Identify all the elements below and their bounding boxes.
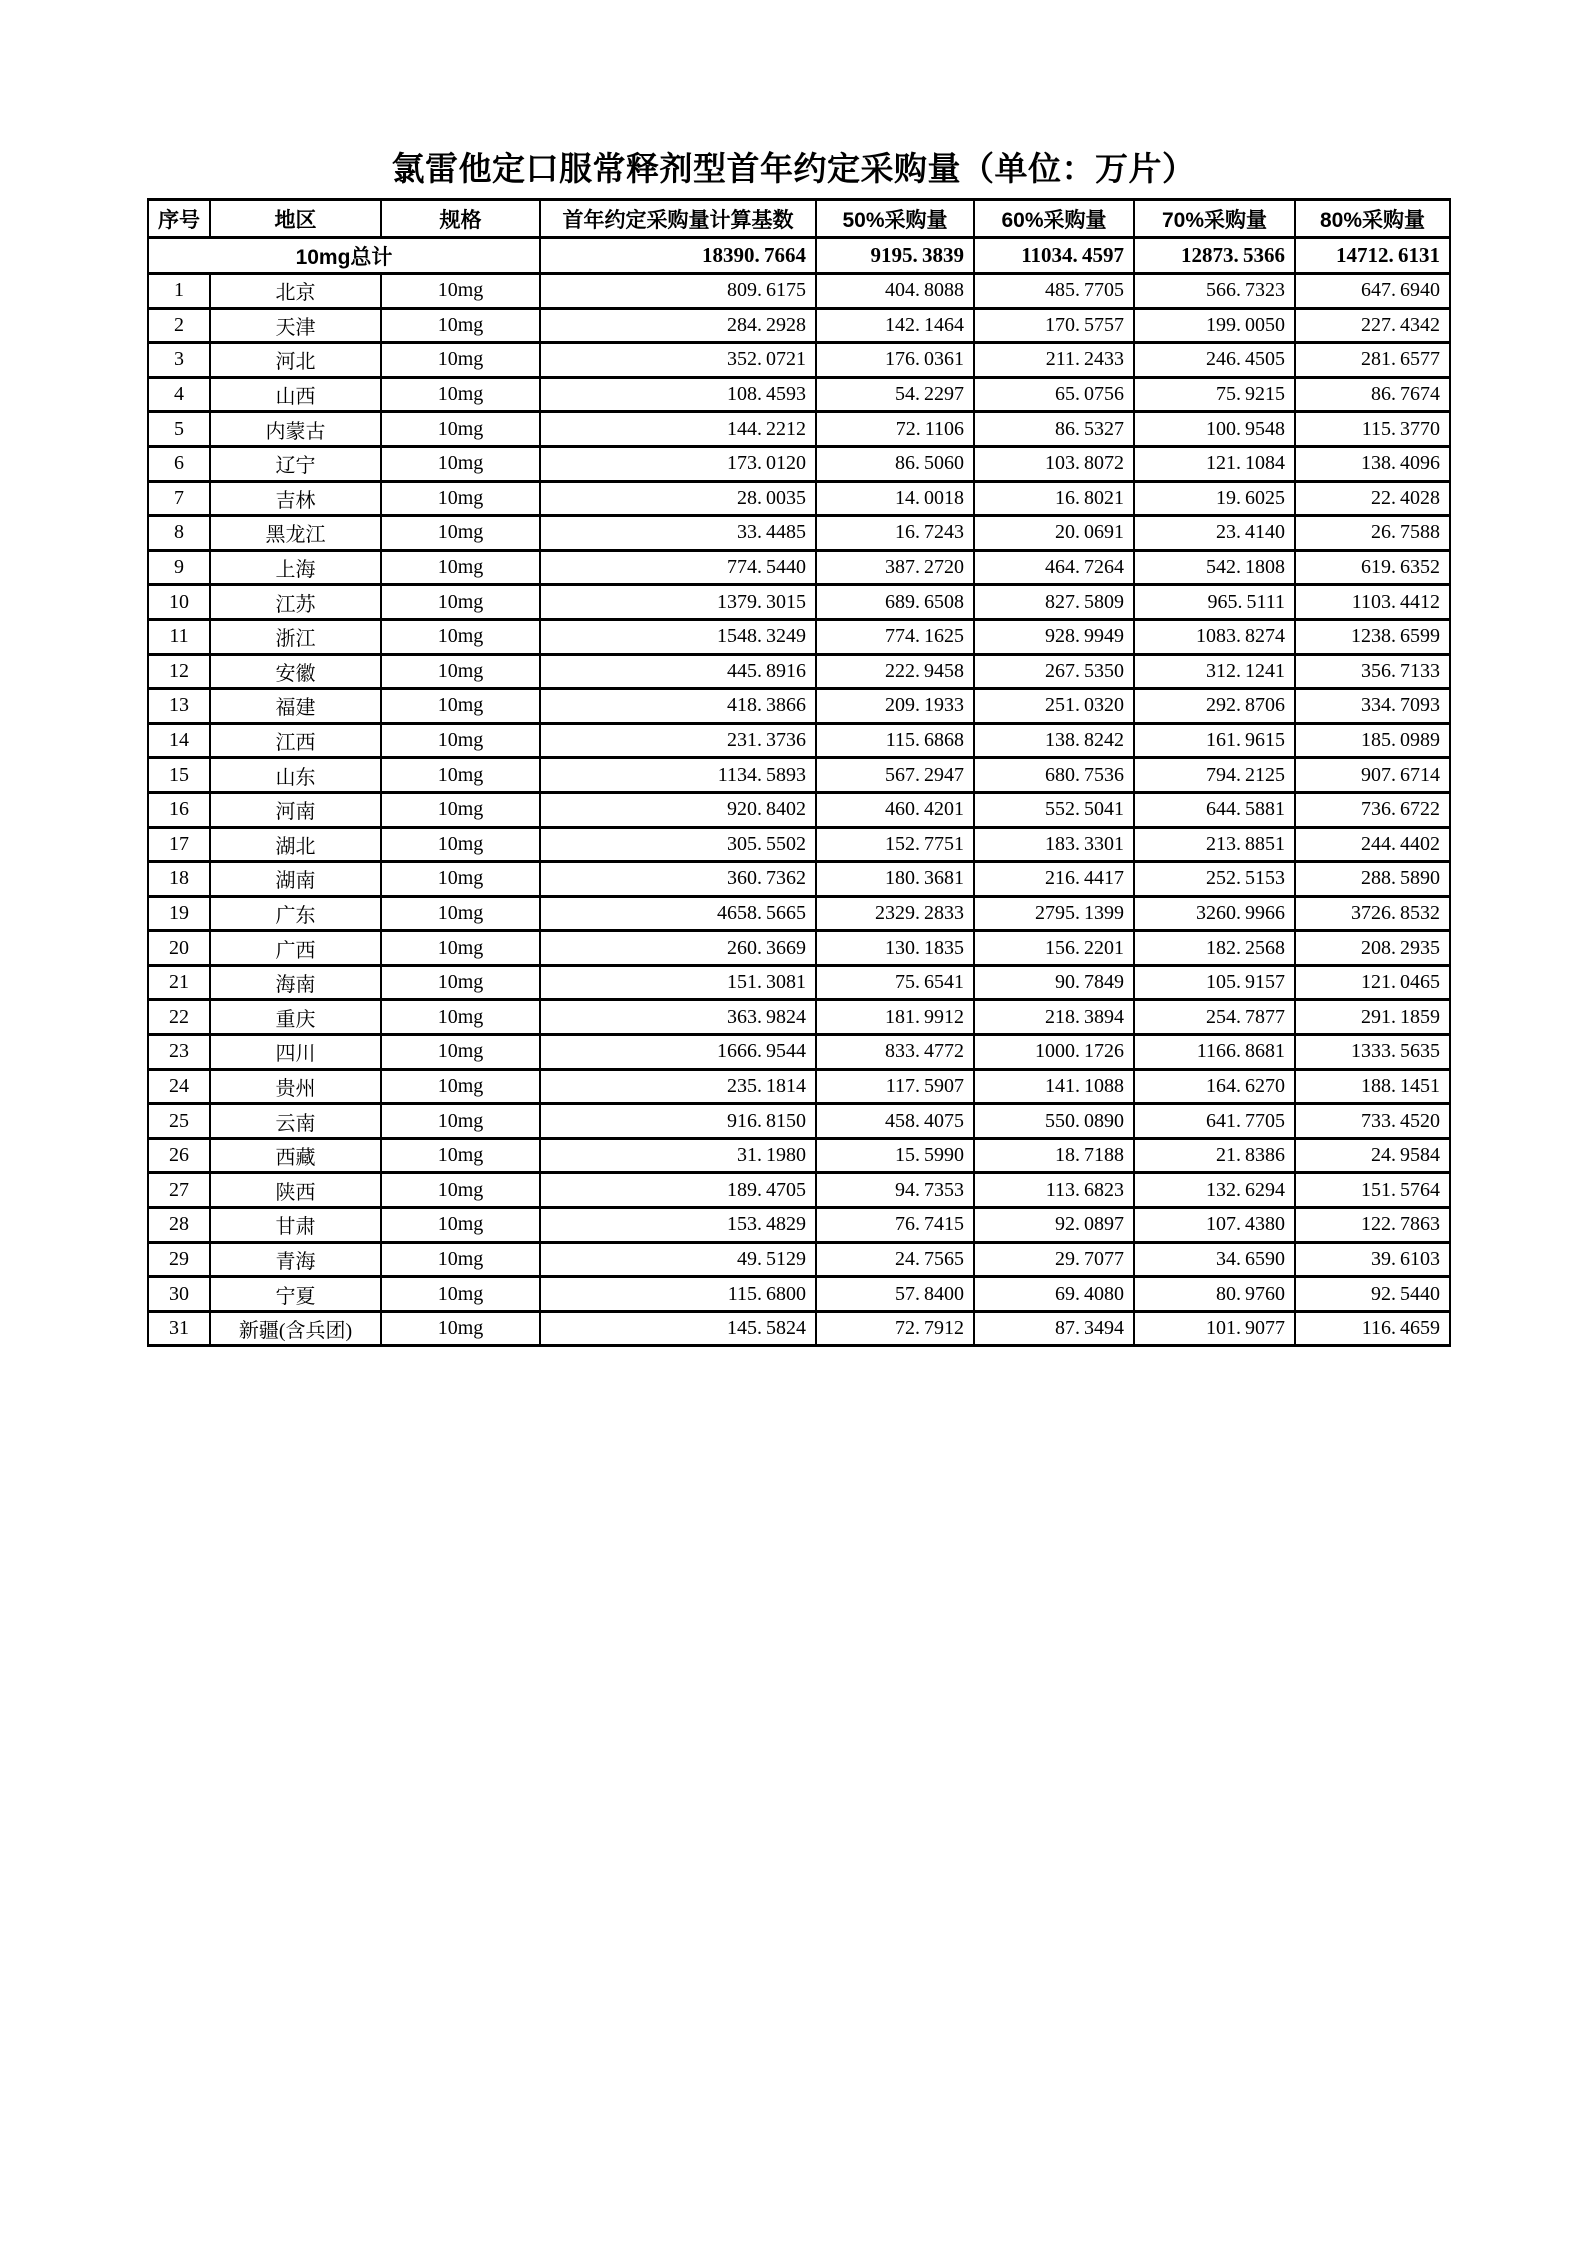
region-cell: 吉林 — [210, 481, 381, 516]
spec-cell: 10mg — [381, 1104, 540, 1139]
spec-cell: 10mg — [381, 343, 540, 378]
base-cell: 1548. 3249 — [540, 619, 816, 654]
p80-cell: 116. 4659 — [1295, 1311, 1450, 1346]
table-row — [148, 481, 1450, 516]
p80-cell: 185. 0989 — [1295, 723, 1450, 758]
base-cell: 153. 4829 — [540, 1208, 816, 1243]
p70-cell: 23. 4140 — [1134, 516, 1295, 551]
p70-cell: 101. 9077 — [1134, 1311, 1295, 1346]
table-row — [148, 827, 1450, 862]
table-row — [148, 896, 1450, 931]
p70-cell: 161. 9615 — [1134, 723, 1295, 758]
region-cell: 辽宁 — [210, 446, 381, 481]
table-row — [148, 689, 1450, 724]
seq-cell: 15 — [148, 758, 210, 793]
region-cell: 甘肃 — [210, 1208, 381, 1243]
table-row — [148, 792, 1450, 827]
p70-cell: 246. 4505 — [1134, 343, 1295, 378]
spec-cell: 10mg — [381, 1069, 540, 1104]
p80-cell: 288. 5890 — [1295, 862, 1450, 897]
region-cell: 湖北 — [210, 827, 381, 862]
p70-cell: 794. 2125 — [1134, 758, 1295, 793]
seq-cell: 24 — [148, 1069, 210, 1104]
spec-cell: 10mg — [381, 1173, 540, 1208]
p50-cell: 24. 7565 — [816, 1242, 974, 1277]
col-header-50pct: 50%采购量 — [816, 200, 974, 238]
p60-cell: 69. 4080 — [974, 1277, 1134, 1312]
base-cell: 145. 5824 — [540, 1311, 816, 1346]
total-base-cell: 18390. 7664 — [540, 238, 816, 274]
base-cell: 1379. 3015 — [540, 585, 816, 620]
table-row — [148, 619, 1450, 654]
base-cell: 774. 5440 — [540, 550, 816, 585]
seq-cell: 26 — [148, 1138, 210, 1173]
base-cell: 418. 3866 — [540, 689, 816, 724]
base-cell: 144. 2212 — [540, 412, 816, 447]
p60-cell: 550. 0890 — [974, 1104, 1134, 1139]
p80-cell: 115. 3770 — [1295, 412, 1450, 447]
base-cell: 108. 4593 — [540, 377, 816, 412]
spec-cell: 10mg — [381, 1208, 540, 1243]
region-cell: 山东 — [210, 758, 381, 793]
p50-cell: 72. 7912 — [816, 1311, 974, 1346]
p60-cell: 485. 7705 — [974, 274, 1134, 309]
region-cell: 青海 — [210, 1242, 381, 1277]
seq-cell: 5 — [148, 412, 210, 447]
p80-cell: 736. 6722 — [1295, 792, 1450, 827]
p50-cell: 57. 8400 — [816, 1277, 974, 1312]
p70-cell: 292. 8706 — [1134, 689, 1295, 724]
seq-cell: 20 — [148, 931, 210, 966]
col-header-60pct: 60%采购量 — [974, 200, 1134, 238]
p50-cell: 15. 5990 — [816, 1138, 974, 1173]
p50-cell: 2329. 2833 — [816, 896, 974, 931]
spec-cell: 10mg — [381, 516, 540, 551]
spec-cell: 10mg — [381, 689, 540, 724]
p80-cell: 208. 2935 — [1295, 931, 1450, 966]
seq-cell: 17 — [148, 827, 210, 862]
spec-cell: 10mg — [381, 723, 540, 758]
total-p60-cell: 11034. 4597 — [974, 238, 1134, 274]
seq-cell: 30 — [148, 1277, 210, 1312]
p50-cell: 404. 8088 — [816, 274, 974, 309]
p80-cell: 733. 4520 — [1295, 1104, 1450, 1139]
p50-cell: 76. 7415 — [816, 1208, 974, 1243]
p50-cell: 180. 3681 — [816, 862, 974, 897]
p80-cell: 619. 6352 — [1295, 550, 1450, 585]
p60-cell: 141. 1088 — [974, 1069, 1134, 1104]
spec-cell: 10mg — [381, 481, 540, 516]
table-row — [148, 308, 1450, 343]
p50-cell: 152. 7751 — [816, 827, 974, 862]
table-row — [148, 1173, 1450, 1208]
p80-cell: 647. 6940 — [1295, 274, 1450, 309]
spec-cell: 10mg — [381, 446, 540, 481]
region-cell: 内蒙古 — [210, 412, 381, 447]
seq-cell: 27 — [148, 1173, 210, 1208]
p50-cell: 774. 1625 — [816, 619, 974, 654]
base-cell: 33. 4485 — [540, 516, 816, 551]
seq-cell: 16 — [148, 792, 210, 827]
p50-cell: 54. 2297 — [816, 377, 974, 412]
region-cell: 陕西 — [210, 1173, 381, 1208]
spec-cell: 10mg — [381, 896, 540, 931]
base-cell: 809. 6175 — [540, 274, 816, 309]
p60-cell: 216. 4417 — [974, 862, 1134, 897]
procurement-table — [147, 198, 1451, 1347]
table-row — [148, 1000, 1450, 1035]
p70-cell: 199. 0050 — [1134, 308, 1295, 343]
table-row — [148, 965, 1450, 1000]
seq-cell: 23 — [148, 1035, 210, 1070]
table-row — [148, 343, 1450, 378]
region-cell: 浙江 — [210, 619, 381, 654]
p50-cell: 833. 4772 — [816, 1035, 974, 1070]
p80-cell: 39. 6103 — [1295, 1242, 1450, 1277]
p70-cell: 1166. 8681 — [1134, 1035, 1295, 1070]
p70-cell: 34. 6590 — [1134, 1242, 1295, 1277]
col-header-seq: 序号 — [148, 200, 210, 238]
table-row — [148, 723, 1450, 758]
col-header-region: 地区 — [210, 200, 381, 238]
table-row — [148, 516, 1450, 551]
region-cell: 贵州 — [210, 1069, 381, 1104]
p50-cell: 567. 2947 — [816, 758, 974, 793]
spec-cell: 10mg — [381, 1000, 540, 1035]
table-row — [148, 1138, 1450, 1173]
region-cell: 黑龙江 — [210, 516, 381, 551]
table-row — [148, 585, 1450, 620]
p60-cell: 183. 3301 — [974, 827, 1134, 862]
seq-cell: 31 — [148, 1311, 210, 1346]
p70-cell: 644. 5881 — [1134, 792, 1295, 827]
p80-cell: 356. 7133 — [1295, 654, 1450, 689]
p80-cell: 227. 4342 — [1295, 308, 1450, 343]
p50-cell: 142. 1464 — [816, 308, 974, 343]
spec-cell: 10mg — [381, 619, 540, 654]
spec-cell: 10mg — [381, 1311, 540, 1346]
spec-cell: 10mg — [381, 377, 540, 412]
p60-cell: 827. 5809 — [974, 585, 1134, 620]
p70-cell: 213. 8851 — [1134, 827, 1295, 862]
seq-cell: 14 — [148, 723, 210, 758]
region-cell: 四川 — [210, 1035, 381, 1070]
p70-cell: 164. 6270 — [1134, 1069, 1295, 1104]
col-header-spec: 规格 — [381, 200, 540, 238]
p70-cell: 3260. 9966 — [1134, 896, 1295, 931]
seq-cell: 3 — [148, 343, 210, 378]
table-row — [148, 862, 1450, 897]
p70-cell: 19. 6025 — [1134, 481, 1295, 516]
p80-cell: 122. 7863 — [1295, 1208, 1450, 1243]
region-cell: 湖南 — [210, 862, 381, 897]
p70-cell: 542. 1808 — [1134, 550, 1295, 585]
p60-cell: 2795. 1399 — [974, 896, 1134, 931]
base-cell: 115. 6800 — [540, 1277, 816, 1312]
p60-cell: 138. 8242 — [974, 723, 1134, 758]
table-row — [148, 654, 1450, 689]
p50-cell: 176. 0361 — [816, 343, 974, 378]
region-cell: 云南 — [210, 1104, 381, 1139]
p60-cell: 18. 7188 — [974, 1138, 1134, 1173]
p70-cell: 100. 9548 — [1134, 412, 1295, 447]
spec-cell: 10mg — [381, 274, 540, 309]
spec-cell: 10mg — [381, 550, 540, 585]
p80-cell: 1103. 4412 — [1295, 585, 1450, 620]
spec-cell: 10mg — [381, 1242, 540, 1277]
p50-cell: 16. 7243 — [816, 516, 974, 551]
base-cell: 31. 1980 — [540, 1138, 816, 1173]
spec-cell: 10mg — [381, 931, 540, 966]
seq-cell: 29 — [148, 1242, 210, 1277]
p80-cell: 1333. 5635 — [1295, 1035, 1450, 1070]
p80-cell: 151. 5764 — [1295, 1173, 1450, 1208]
p80-cell: 24. 9584 — [1295, 1138, 1450, 1173]
p70-cell: 105. 9157 — [1134, 965, 1295, 1000]
p50-cell: 117. 5907 — [816, 1069, 974, 1104]
p50-cell: 458. 4075 — [816, 1104, 974, 1139]
p70-cell: 121. 1084 — [1134, 446, 1295, 481]
base-cell: 363. 9824 — [540, 1000, 816, 1035]
seq-cell: 12 — [148, 654, 210, 689]
p60-cell: 16. 8021 — [974, 481, 1134, 516]
seq-cell: 25 — [148, 1104, 210, 1139]
p60-cell: 464. 7264 — [974, 550, 1134, 585]
base-cell: 260. 3669 — [540, 931, 816, 966]
spec-cell: 10mg — [381, 585, 540, 620]
p80-cell: 3726. 8532 — [1295, 896, 1450, 931]
p50-cell: 75. 6541 — [816, 965, 974, 1000]
p70-cell: 965. 5111 — [1134, 585, 1295, 620]
spec-cell: 10mg — [381, 792, 540, 827]
region-cell: 宁夏 — [210, 1277, 381, 1312]
base-cell: 305. 5502 — [540, 827, 816, 862]
total-p50-cell: 9195. 3839 — [816, 238, 974, 274]
p80-cell: 92. 5440 — [1295, 1277, 1450, 1312]
p80-cell: 334. 7093 — [1295, 689, 1450, 724]
p70-cell: 21. 8386 — [1134, 1138, 1295, 1173]
base-cell: 1134. 5893 — [540, 758, 816, 793]
seq-cell: 9 — [148, 550, 210, 585]
p50-cell: 460. 4201 — [816, 792, 974, 827]
p60-cell: 156. 2201 — [974, 931, 1134, 966]
table-row — [148, 1208, 1450, 1243]
p60-cell: 86. 5327 — [974, 412, 1134, 447]
region-cell: 重庆 — [210, 1000, 381, 1035]
p50-cell: 86. 5060 — [816, 446, 974, 481]
col-header-80pct: 80%采购量 — [1295, 200, 1450, 238]
spec-cell: 10mg — [381, 412, 540, 447]
region-cell: 广东 — [210, 896, 381, 931]
region-cell: 新疆(含兵团) — [210, 1311, 381, 1346]
table-row — [148, 1035, 1450, 1070]
p60-cell: 218. 3894 — [974, 1000, 1134, 1035]
p60-cell: 170. 5757 — [974, 308, 1134, 343]
p70-cell: 132. 6294 — [1134, 1173, 1295, 1208]
seq-cell: 21 — [148, 965, 210, 1000]
p60-cell: 103. 8072 — [974, 446, 1134, 481]
p70-cell: 75. 9215 — [1134, 377, 1295, 412]
spec-cell: 10mg — [381, 308, 540, 343]
p50-cell: 181. 9912 — [816, 1000, 974, 1035]
col-header-base: 首年约定采购量计算基数 — [540, 200, 816, 238]
base-cell: 231. 3736 — [540, 723, 816, 758]
p80-cell: 188. 1451 — [1295, 1069, 1450, 1104]
p50-cell: 222. 9458 — [816, 654, 974, 689]
table-row — [148, 1104, 1450, 1139]
base-cell: 173. 0120 — [540, 446, 816, 481]
p60-cell: 680. 7536 — [974, 758, 1134, 793]
p50-cell: 115. 6868 — [816, 723, 974, 758]
p60-cell: 90. 7849 — [974, 965, 1134, 1000]
p60-cell: 20. 0691 — [974, 516, 1134, 551]
p60-cell: 92. 0897 — [974, 1208, 1134, 1243]
p70-cell: 107. 4380 — [1134, 1208, 1295, 1243]
base-cell: 916. 8150 — [540, 1104, 816, 1139]
table-row — [148, 1242, 1450, 1277]
spec-cell: 10mg — [381, 827, 540, 862]
p70-cell: 566. 7323 — [1134, 274, 1295, 309]
p80-cell: 86. 7674 — [1295, 377, 1450, 412]
p50-cell: 387. 2720 — [816, 550, 974, 585]
spec-cell: 10mg — [381, 862, 540, 897]
p50-cell: 209. 1933 — [816, 689, 974, 724]
base-cell: 49. 5129 — [540, 1242, 816, 1277]
p70-cell: 641. 7705 — [1134, 1104, 1295, 1139]
base-cell: 920. 8402 — [540, 792, 816, 827]
seq-cell: 2 — [148, 308, 210, 343]
region-cell: 山西 — [210, 377, 381, 412]
region-cell: 福建 — [210, 689, 381, 724]
p70-cell: 1083. 8274 — [1134, 619, 1295, 654]
table-row — [148, 1277, 1450, 1312]
p80-cell: 121. 0465 — [1295, 965, 1450, 1000]
region-cell: 安徽 — [210, 654, 381, 689]
table-row — [148, 1311, 1450, 1346]
total-row — [148, 238, 1450, 274]
p60-cell: 87. 3494 — [974, 1311, 1134, 1346]
p70-cell: 80. 9760 — [1134, 1277, 1295, 1312]
spec-cell: 10mg — [381, 758, 540, 793]
base-cell: 4658. 5665 — [540, 896, 816, 931]
spec-cell: 10mg — [381, 965, 540, 1000]
total-p80-cell: 14712. 6131 — [1295, 238, 1450, 274]
region-cell: 北京 — [210, 274, 381, 309]
table-row — [148, 758, 1450, 793]
base-cell: 28. 0035 — [540, 481, 816, 516]
p70-cell: 182. 2568 — [1134, 931, 1295, 966]
p60-cell: 267. 5350 — [974, 654, 1134, 689]
region-cell: 上海 — [210, 550, 381, 585]
p80-cell: 291. 1859 — [1295, 1000, 1450, 1035]
spec-cell: 10mg — [381, 654, 540, 689]
spec-cell: 10mg — [381, 1035, 540, 1070]
region-cell: 河南 — [210, 792, 381, 827]
p50-cell: 94. 7353 — [816, 1173, 974, 1208]
p50-cell: 689. 6508 — [816, 585, 974, 620]
base-cell: 360. 7362 — [540, 862, 816, 897]
p80-cell: 26. 7588 — [1295, 516, 1450, 551]
p60-cell: 29. 7077 — [974, 1242, 1134, 1277]
col-header-70pct: 70%采购量 — [1134, 200, 1295, 238]
table-row — [148, 550, 1450, 585]
seq-cell: 4 — [148, 377, 210, 412]
seq-cell: 19 — [148, 896, 210, 931]
p70-cell: 312. 1241 — [1134, 654, 1295, 689]
spec-cell: 10mg — [381, 1277, 540, 1312]
p80-cell: 22. 4028 — [1295, 481, 1450, 516]
seq-cell: 1 — [148, 274, 210, 309]
base-cell: 235. 1814 — [540, 1069, 816, 1104]
p80-cell: 138. 4096 — [1295, 446, 1450, 481]
p70-cell: 254. 7877 — [1134, 1000, 1295, 1035]
seq-cell: 6 — [148, 446, 210, 481]
p60-cell: 552. 5041 — [974, 792, 1134, 827]
total-label: 10mg总计 — [148, 238, 540, 274]
p80-cell: 244. 4402 — [1295, 827, 1450, 862]
p80-cell: 1238. 6599 — [1295, 619, 1450, 654]
seq-cell: 28 — [148, 1208, 210, 1243]
base-cell: 151. 3081 — [540, 965, 816, 1000]
p60-cell: 65. 0756 — [974, 377, 1134, 412]
region-cell: 江西 — [210, 723, 381, 758]
page-title: 氯雷他定口服常释剂型首年约定采购量（单位：万片） — [391, 152, 1196, 188]
p50-cell: 14. 0018 — [816, 481, 974, 516]
seq-cell: 8 — [148, 516, 210, 551]
p60-cell: 928. 9949 — [974, 619, 1134, 654]
region-cell: 江苏 — [210, 585, 381, 620]
base-cell: 445. 8916 — [540, 654, 816, 689]
table-header-row — [148, 200, 1450, 238]
seq-cell: 18 — [148, 862, 210, 897]
seq-cell: 7 — [148, 481, 210, 516]
seq-cell: 10 — [148, 585, 210, 620]
table-row — [148, 274, 1450, 309]
seq-cell: 22 — [148, 1000, 210, 1035]
p70-cell: 252. 5153 — [1134, 862, 1295, 897]
table-row — [148, 931, 1450, 966]
region-cell: 广西 — [210, 931, 381, 966]
table-row — [148, 446, 1450, 481]
region-cell: 河北 — [210, 343, 381, 378]
base-cell: 189. 4705 — [540, 1173, 816, 1208]
table-row — [148, 1069, 1450, 1104]
p50-cell: 130. 1835 — [816, 931, 974, 966]
seq-cell: 13 — [148, 689, 210, 724]
p60-cell: 211. 2433 — [974, 343, 1134, 378]
total-p70-cell: 12873. 5366 — [1134, 238, 1295, 274]
p50-cell: 72. 1106 — [816, 412, 974, 447]
base-cell: 284. 2928 — [540, 308, 816, 343]
region-cell: 西藏 — [210, 1138, 381, 1173]
base-cell: 352. 0721 — [540, 343, 816, 378]
p60-cell: 251. 0320 — [974, 689, 1134, 724]
p80-cell: 907. 6714 — [1295, 758, 1450, 793]
p80-cell: 281. 6577 — [1295, 343, 1450, 378]
spec-cell: 10mg — [381, 1138, 540, 1173]
p60-cell: 1000. 1726 — [974, 1035, 1134, 1070]
table-row — [148, 412, 1450, 447]
table-row — [148, 377, 1450, 412]
region-cell: 海南 — [210, 965, 381, 1000]
base-cell: 1666. 9544 — [540, 1035, 816, 1070]
seq-cell: 11 — [148, 619, 210, 654]
p60-cell: 113. 6823 — [974, 1173, 1134, 1208]
region-cell: 天津 — [210, 308, 381, 343]
